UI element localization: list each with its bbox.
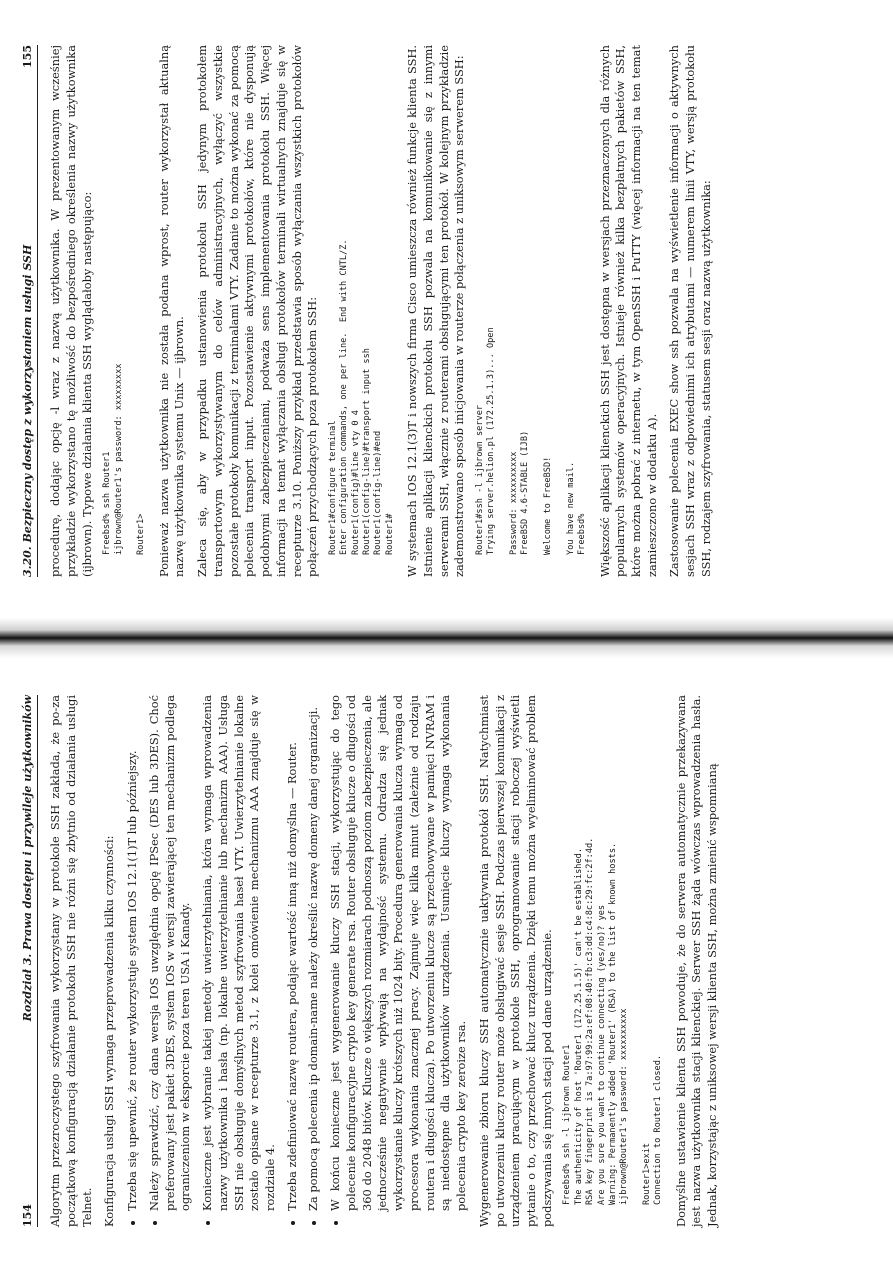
- ssh-session-code-block: Freebsd% ssh -l ijbrown Router1 The authenticity of host 'Router1 (172.25.1.5)' can't be established. RSA key fingerprint is 7a:97:99:2a:ef:08:40:fb:c3:dd:c4:8c:29:fc:2f:4d. Are you sure you want to continue connecting (yes/no)? yes Warning: Permanently added 'Router1' (RSA) to the list of known hosts. ijbrown@Router1's password: xxxxxxxxxx Router1>exit Connection to Router1 closed.: [562, 837, 664, 1205]
- config-step-item: • Za pomocą polecenia ip domain-name należy określić nazwę domeny danej organizacji.: [306, 695, 322, 1211]
- left-running-title: Rozdział 3. Prawa dostępu i przywileje użytkowników: [21, 695, 34, 1022]
- right-page: [0, 13, 893, 613]
- right-paragraph: W systemach IOS 12.1(3)T i nowszych firma Cisco umieszcza również funkcje klienta SSH. Istnienie aplikacji klienckich protokołu SSH pozwala na komunikowanie się z innymi serwerami SSH, włącznie z routerami obsługującymi ten protokół. W kolejnym przykładzie zademonstrowano sposób inicjowania w routerze połączenia z uniksowym serwerem SSH:: [405, 45, 467, 577]
- right-running-head: [20, 45, 38, 577]
- keys-paragraph: Wygenerowanie zbioru kluczy SSH automatycznie uaktywnia protokół SSH. Natychmiast po utworzeniu kluczy router może obsługiwać sesje SSH. Podczas pierwszej komunikacji z urządzeniem pracującym w protokole SSH, oprogramowanie stacji roboczej wyświetli pytanie o to, czy przechować klucz urządzenia. Dzięki temu można wyeliminować problem podszywania się innych stacji pod dane urządzenie.: [476, 695, 554, 1227]
- left-page-number: 154: [21, 1204, 34, 1227]
- config-step-item: • Trzeba zdefiniować nazwę routera, podając wartość inną niż domyślna — Router.: [285, 695, 301, 1211]
- right-paragraph: Zastosowanie polecenia EXEC show ssh pozwala na wyświetlenie informacji o aktywnych sesjach SSH wraz z odpowiednimi ich atrybutami — numerem linii VTY, wersją protokołu SSH, rodzajem szyfrowania, statusem sesji oraz nazwą użytkownika:: [667, 45, 713, 577]
- left-running-head: [20, 695, 38, 1227]
- right-paragraph: Większość aplikacji klienckich SSH jest dostępna w wersjach przeznaczonych dla różnych popularnych systemów operacyjnych. Istnieje również kilka bezpłatnych pakietów SSH, które można pobrać z internetu, w tym OpenSSH i PuTTY (więcej informacji na ten temat zamieszczono w dodatku A).: [597, 45, 659, 577]
- config-step-item: • Konieczne jest wybranie takiej metody uwierzytelniania, która wymaga wprowadzenia nazwy użytkownika i hasła (np. lokalne uwierzytelnianie lub mechanizm AAA). Usługa SSH nie obsługuje domyślnych metod szyfrowania haseł VTY. Uwierzytelnianie lokalne zostało opisane w recepturze 3.1, z kolei omówienie mechanizmu AAA znajduje się w rozdziale 4.: [200, 695, 279, 1211]
- right-paragraph: Ponieważ nazwa użytkownika nie została podana wprost, router wykorzystał aktualną nazwę użytkownika systemu Unix — ijbrown.: [156, 45, 187, 577]
- config-step-item: • Należy sprawdzić, czy dana wersja IOS uwzględnia opcję IPSec (DES lub 3DES). Choć preferowany jest pakiet 3DES, system IOS w wersji zawierającej ten mechanizm podlega ograniczeniom w eksporcie poza teren USA i Kanady.: [147, 695, 194, 1211]
- default-client-paragraph: Domyślne ustawienie klienta SSH powoduje, że do serwera automatycznie przekazywana jest nazwa użytkownika stacji klienckiej. Serwer SSH żąda wówczas wprowadzenia hasła. Jednak, korzystając z uniksowej wersji klienta SSH, można zmienić wspomnianą: [673, 695, 720, 1227]
- vty-config-code-block: Router1#configure terminal Enter configuration commands, one per line. End with CNTL/Z. Router1(config)#line vty 0 4 Router1(config-line)#transport input ssh Router1(config-line)#end Router1#: [328, 239, 395, 555]
- ssh-client-code-block: Router1#ssh -l ijbrown server Trying server.helion.pl (172.25.1.3)... Open Password: xxxxxxxxxx FreeBSD 4.6-STABLE (IJB) Welcome to FreeBSD! You have new mail. Freebsd%: [475, 327, 588, 555]
- right-running-title: 3.20. Bezpieczny dostęp z wykorzystaniem usługi SSH: [21, 244, 34, 577]
- left-page: [0, 663, 893, 1263]
- ssh-login-code-block: Freebsd% ssh Router1 ijbrown@Router1's password: xxxxxxxxx Router1>: [102, 363, 147, 555]
- book-gutter-shadow: [0, 618, 893, 658]
- right-paragraph: procedurę, dodając opcję -l wraz z nazwą użytkownika. W prezentowanym wcześniej przykładzie wykorzystano tę możliwość do bezpośredniego określenia nazwy użytkownika (ijbrown). Typowe działania klienta SSH wyglądałoby następująco:: [48, 45, 94, 577]
- right-paragraph: Zaleca się, aby w przypadku ustanowienia protokołu SSH jedynym protokołem transportowym wykorzystywanym do celów administracyjnych, wyłączyć wszystkie pozostałe protokoły komunikacji z terminalami VTY. Zadanie to można wykonać za pomocą polecenia transport input. Pozostawienie aktywnymi protokołów, które nie dysponują podobnymi zabezpieczeniami, podważa sens implementowania protokołu SSH. Więcej informacji na temat wyłączania obsługi protokołów terminali wirtualnych znajduje się w recepturze 3.10. Poniższy przykład przedstawia sposób wyłączania wszystkich protokołów połączeń przychodzących poza protokołem SSH:: [195, 45, 320, 577]
- config-lead-paragraph: Konfiguracja usługi SSH wymaga przeprowadzenia kilku czynności:: [102, 835, 117, 1227]
- config-step-item: • W końcu konieczne jest wygenerowanie kluczy SSH stacji, wykorzystując do tego polecenie konfiguracyjne crypto key generate rsa. Router obsługuje klucze o długości od 360 do 2048 bitów. Klucze o większych rozmiarach podnoszą poziom zabezpieczenia, ale jednocześnie negatywnie wpływają na wydajność systemu. Odradza się jednak wykorzystanie kluczy krótszych niż 1024 bity. Procedura generowania klucza wymaga od procesora wykonania znacznej pracy. Zajmuje więc kilka minut (zależnie od rodzaju routera i długości klucza). Po utworzeniu klucze są przechowywane w pamięci NVRAM i są niedostępne dla użytkowników urządzenia. Usunięcie kluczy wymaga wykonania polecenia crypto key zeroize rsa.: [328, 695, 470, 1211]
- left-intro-paragraph: Algorytm przezroczystego szyfrowania wykorzystany w protokole SSH zakłada, że po-za początkową konfiguracją działanie protokołu SSH nie różni się zbytnio od działania usługi Telnet.: [48, 695, 94, 1227]
- right-page-number: 155: [21, 45, 34, 68]
- config-step-item: • Trzeba się upewnić, że router wykorzystuje system IOS 12.1(1)T lub późniejszy.: [125, 695, 141, 1211]
- config-steps-list: [125, 695, 470, 1227]
